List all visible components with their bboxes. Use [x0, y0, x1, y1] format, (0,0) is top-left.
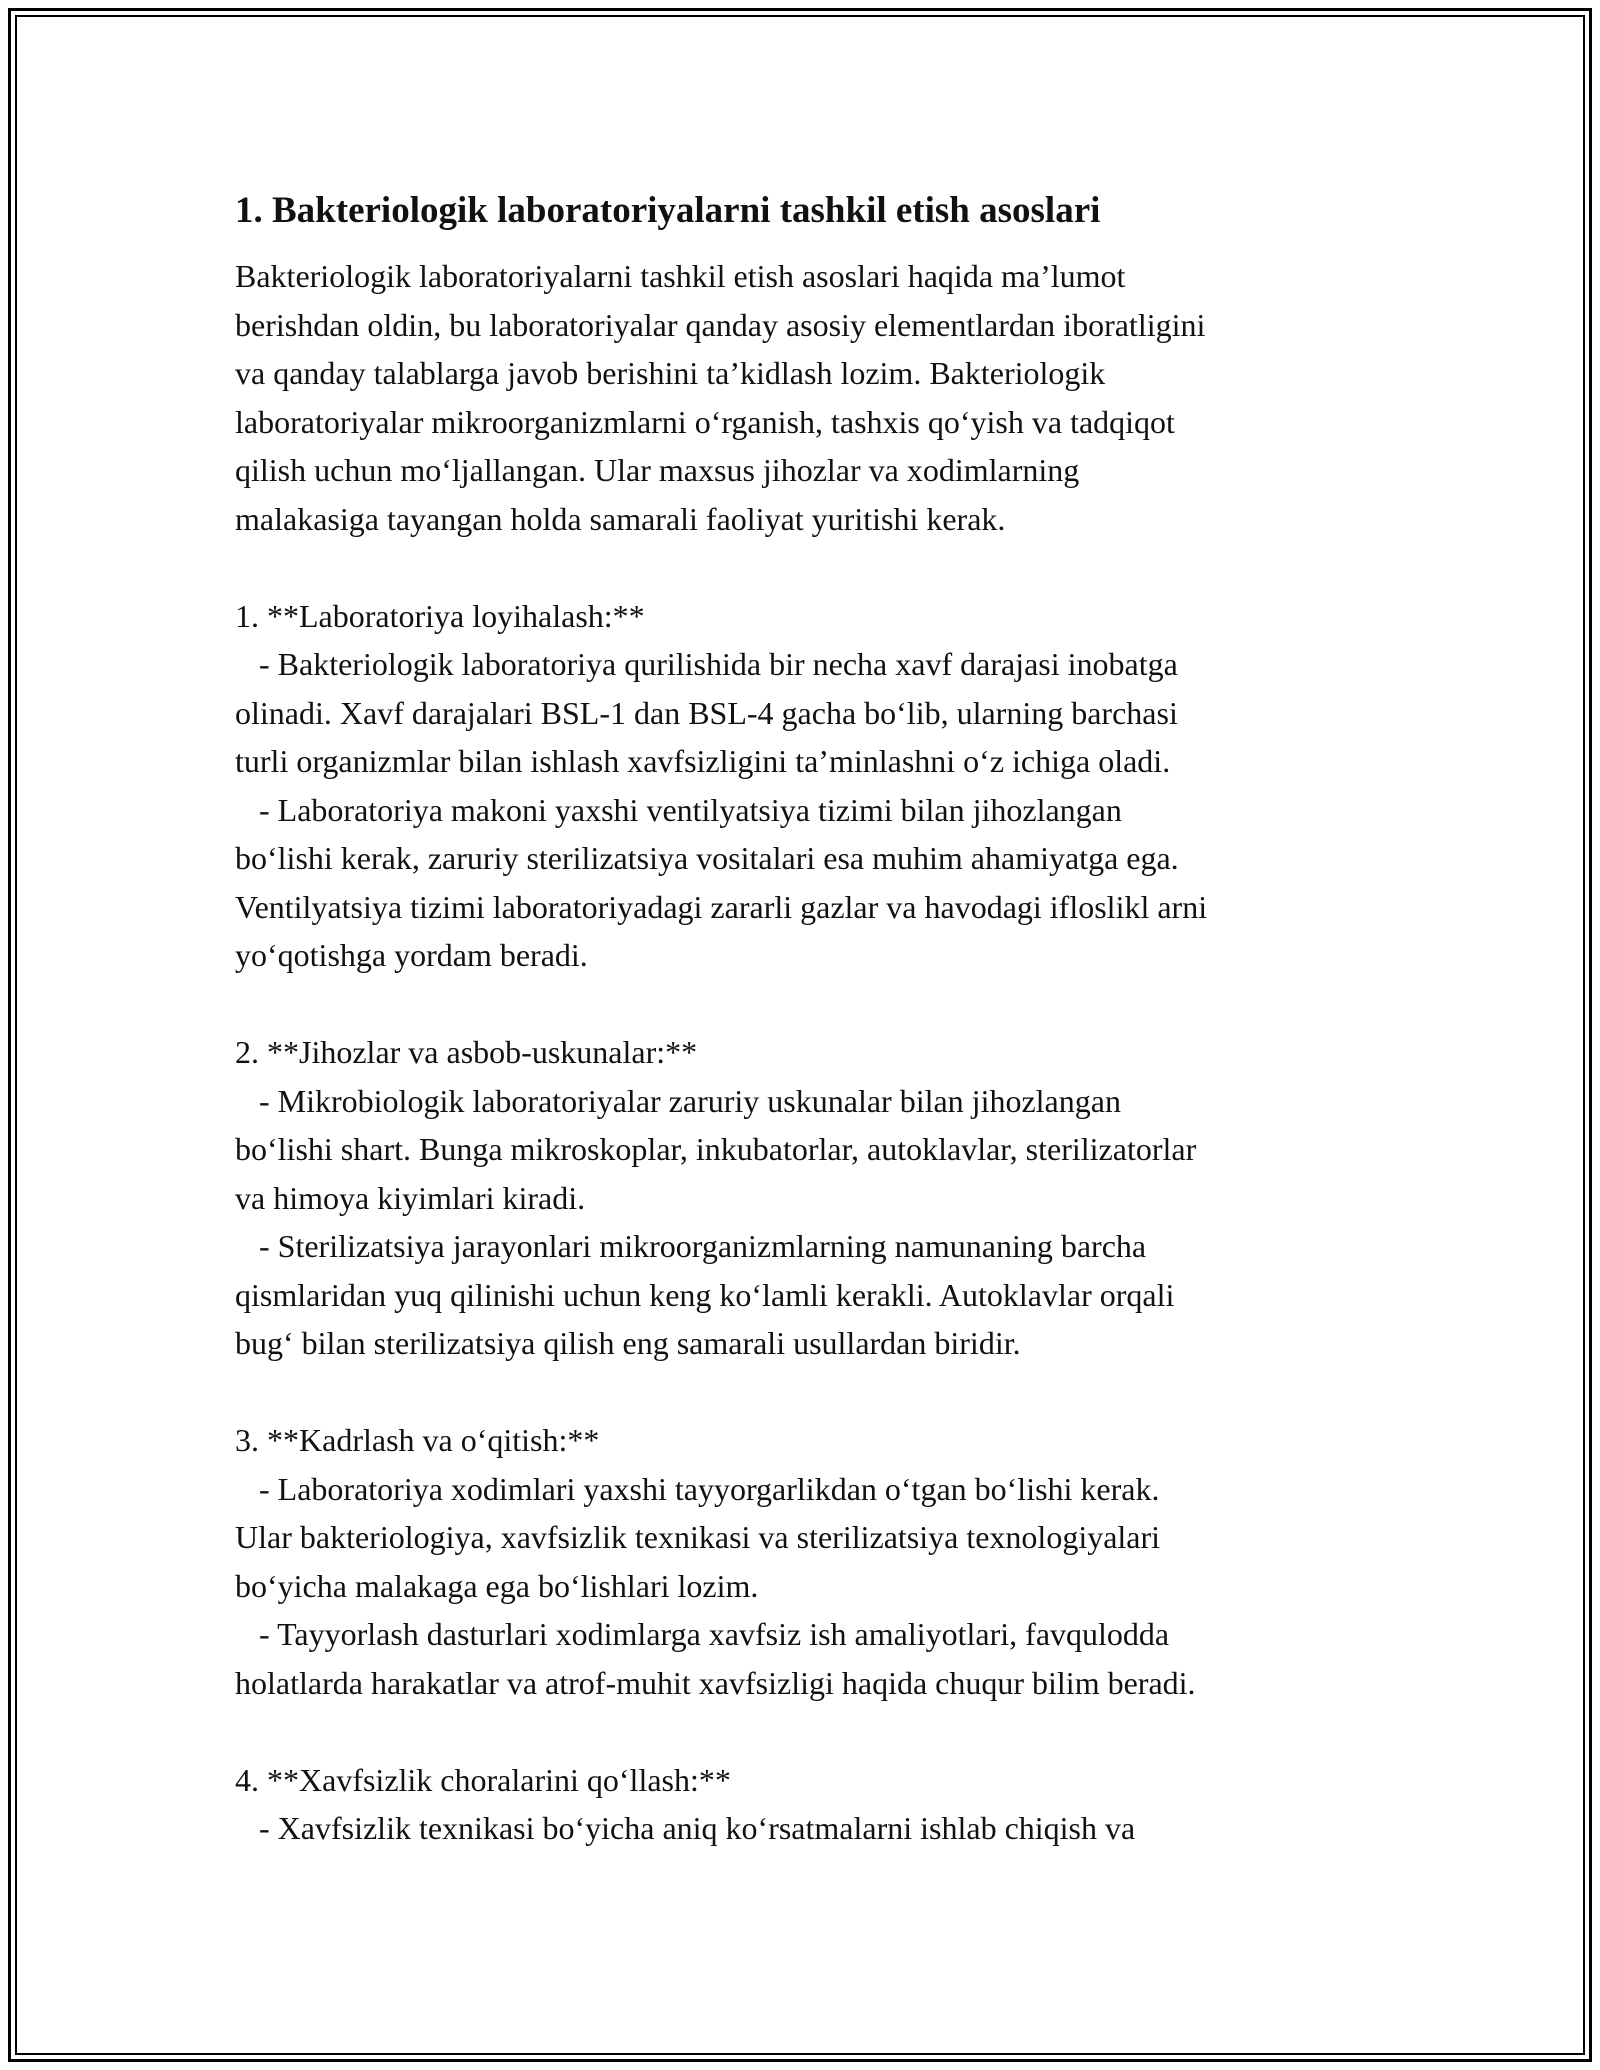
section-title: 3. **Kadrlash va o‘qitish:** [235, 1422, 600, 1458]
section-line: - Tayyorlash dasturlari xodimlarga xavfsiz ish amaliyotlari, favqulodda [235, 1616, 1170, 1652]
section-line: bo‘lishi shart. Bunga mikroskoplar, inkubatorlar, autoklavlar, sterilizatorlar [235, 1131, 1197, 1167]
section-line: - Sterilizatsiya jarayonlari mikroorganizmlarning namunaning barcha [235, 1228, 1147, 1264]
section-line: - Mikrobiologik laboratoriyalar zaruriy uskunalar bilan jihozlangan [235, 1082, 1121, 1119]
document-body [235, 186, 1375, 1853]
section-title: 2. **Jihozlar va asbob-uskunalar:** [235, 1034, 698, 1070]
section-line: - Xavfsizlik texnikasi bo‘yicha aniq ko‘rsatmalarni ishlab chiqish va [235, 1810, 1136, 1846]
section-line: va himoya kiyimlari kiradi. [235, 1179, 586, 1216]
section-line: holatlarda harakatlar va atrof-muhit xavfsizligi haqida chuqur bilim beradi. [235, 1664, 1196, 1701]
section-line: - Bakteriologik laboratoriya qurilishida bir necha xavf darajasi inobatga [235, 646, 1178, 682]
section-line: turli organizmlar bilan ishlash xavfsizligini ta’minlashni o‘z ichiga oladi. [235, 743, 1171, 779]
paragraph-line: qilish uchun mo‘ljallangan. Ular maxsus jihozlar va xodimlarning [235, 452, 1080, 488]
document-heading: 1. Bakteriologik laboratoriyalarni tashkil etish asoslari [235, 190, 1101, 231]
intro-paragraph [235, 252, 1375, 543]
section-line: bo‘lishi kerak, zaruriy sterilizatsiya vositalari esa muhim ahamiyatga ega. [235, 840, 1179, 876]
section-staffing [235, 1416, 1375, 1707]
section-title: 1. **Laboratoriya loyihalash:** [235, 597, 645, 634]
section-line: Ular bakteriologiya, xavfsizlik texnikasi va sterilizatsiya texnologiyalari [235, 1519, 1161, 1555]
paragraph-line: malakasiga tayangan holda samarali faoliyat yuritishi kerak. [235, 500, 1006, 537]
section-title: 4. **Xavfsizlik choralarini qo‘llash:** [235, 1761, 731, 1798]
section-line: olinadi. Xavf darajalari BSL-1 dan BSL-4 gacha bo‘lib, ularning barchasi [235, 694, 1178, 731]
paragraph-line: berishdan oldin, bu laboratoriyalar qanday asosiy elementlardan iboratligini [235, 306, 1206, 343]
section-equipment [235, 1028, 1375, 1368]
section-safety [235, 1756, 1375, 1853]
paragraph-line: Bakteriologik laboratoriyalarni tashkil etish asoslari haqida ma’lumot [235, 258, 1126, 294]
section-laboratory-design [235, 592, 1375, 980]
section-line: yo‘qotishga yordam beradi. [235, 937, 588, 973]
section-line: qismlaridan yuq qilinishi uchun keng ko‘lamli kerakli. Autoklavlar orqali [235, 1276, 1175, 1313]
section-line: - Laboratoriya xodimlari yaxshi tayyorgarlikdan o‘tgan bo‘lishi kerak. [235, 1470, 1160, 1507]
section-line: Ventilyatsiya tizimi laboratoriyadagi zararli gazlar va havodagi ifloslikl arni [235, 888, 1208, 925]
paragraph-line: laboratoriyalar mikroorganizmlarni o‘rganish, tashxis qo‘yish va tadqiqot [235, 403, 1175, 440]
section-line: bug‘ bilan sterilizatsiya qilish eng samarali usullardan biridir. [235, 1325, 1021, 1361]
section-line: - Laboratoriya makoni yaxshi ventilyatsiya tizimi bilan jihozlangan [235, 791, 1122, 828]
section-line: bo‘yicha malakaga ega bo‘lishlari lozim. [235, 1567, 759, 1604]
paragraph-line: va qanday talablarga javob berishini ta’kidlash lozim. Bakteriologik [235, 355, 1106, 391]
